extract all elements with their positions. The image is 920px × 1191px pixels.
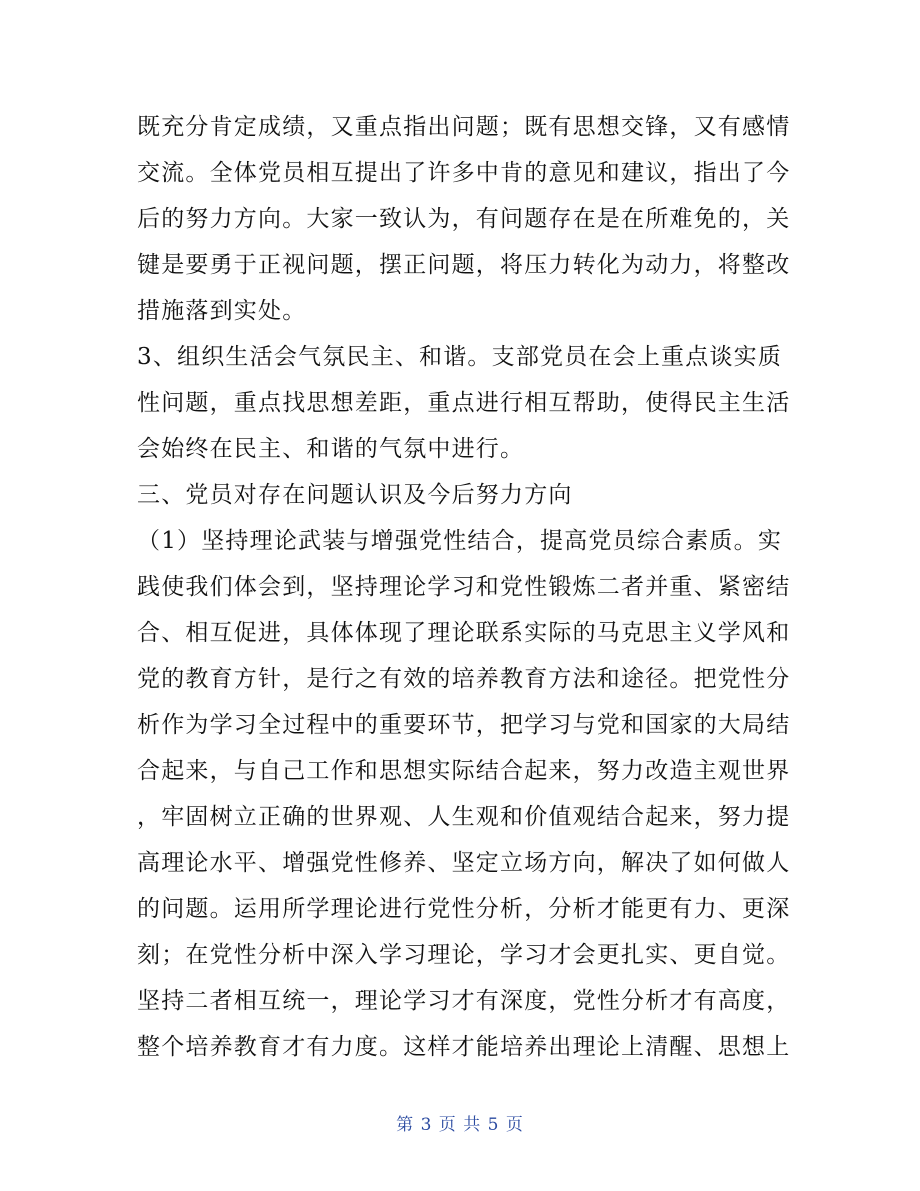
- text-line: 高理论水平、增强党性修养、坚定立场方向，解决了如何做人: [137, 850, 791, 876]
- text-line: 践使我们体会到，坚持理论学习和党性锻炼二者并重、紧密结: [137, 574, 791, 600]
- document-body: [137, 104, 797, 1070]
- section-heading: 三、党员对存在问题认识及今后努力方向: [137, 482, 573, 508]
- text-line: 性问题，重点找思想差距，重点进行相互帮助，使得民主生活: [137, 390, 791, 416]
- text-line: 整个培养教育才有力度。这样才能培养出理论上清醒、思想上: [137, 1034, 791, 1060]
- text-line: 既充分肯定成绩，又重点指出问题；既有思想交锋，又有感情: [137, 114, 791, 140]
- text-line: 键是要勇于正视问题，摆正问题，将压力转化为动力，将整改: [137, 252, 791, 278]
- text-line: 析作为学习全过程中的重要环节，把学习与党和国家的大局结: [137, 712, 791, 738]
- text-line: 会始终在民主、和谐的气氛中进行。: [137, 436, 525, 462]
- text-line: 合起来，与自己工作和思想实际结合起来，努力改造主观世界: [137, 758, 791, 784]
- text-line: （1）坚持理论武装与增强党性结合，提高党员综合素质。实: [137, 528, 783, 554]
- text-line: 交流。全体党员相互提出了许多中肯的意见和建议，指出了今: [137, 160, 791, 186]
- text-line: 坚持二者相互统一，理论学习才有深度，党性分析才有高度，: [137, 988, 791, 1014]
- text-line: 合、相互促进，具体体现了理论联系实际的马克思主义学风和: [137, 620, 791, 646]
- text-line: 3、组织生活会气氛民主、和谐。支部党员在会上重点谈实质: [137, 344, 783, 370]
- text-line: 的问题。运用所学理论进行党性分析，分析才能更有力、更深: [137, 896, 791, 922]
- text-line: ，牢固树立正确的世界观、人生观和价值观结合起来，努力提: [137, 804, 791, 830]
- text-line: 刻；在党性分析中深入学习理论，学习才会更扎实、更自觉。: [137, 942, 791, 968]
- page-number-footer: 第 3 页 共 5 页: [396, 1115, 524, 1135]
- text-line: 措施落到实处。: [137, 298, 307, 324]
- text-line: 党的教育方针，是行之有效的培养教育方法和途径。把党性分: [137, 666, 791, 692]
- text-line: 后的努力方向。大家一致认为，有问题存在是在所难免的，关: [137, 206, 791, 232]
